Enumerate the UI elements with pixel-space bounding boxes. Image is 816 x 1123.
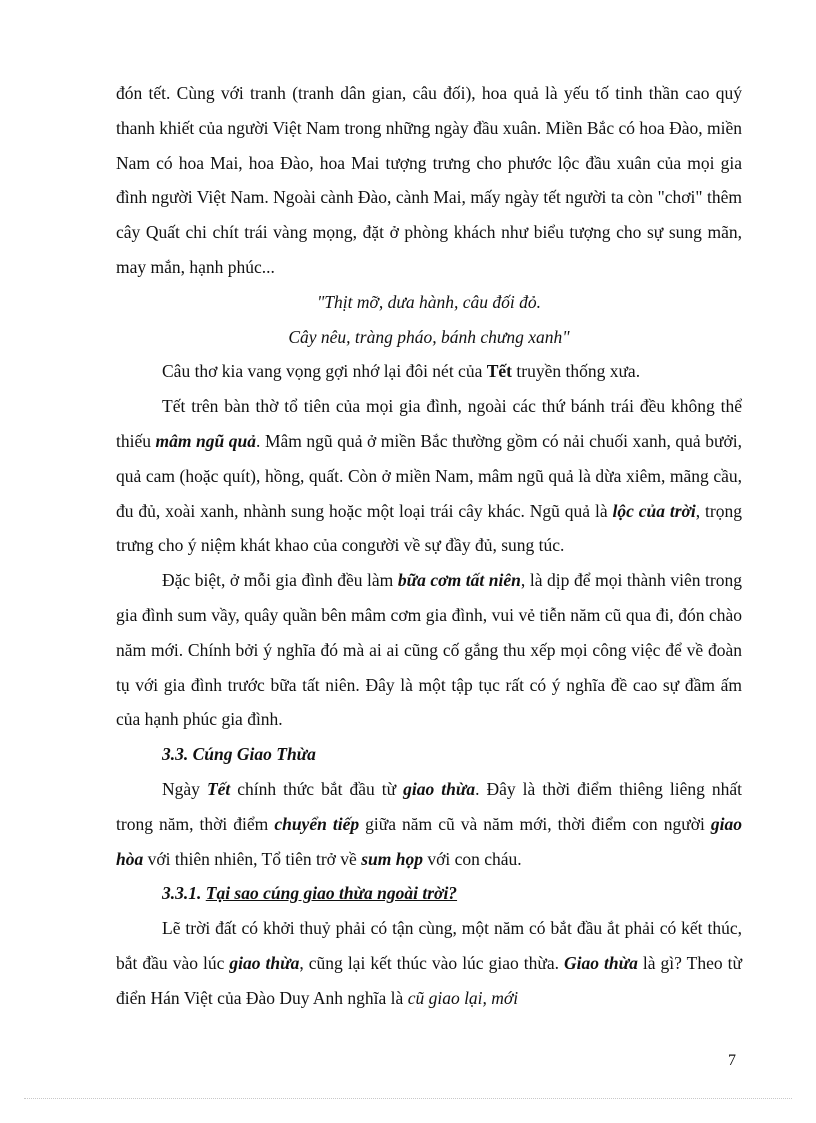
paragraph-giao-thua: Ngày Tết chính thức bắt đầu từ giao thừa. Đây là thời điểm thiêng liêng nhất trong năm, thời điểm chuyển tiếp giữa năm cũ và năm mới, thời điểm con người giao hòa với thiên nhiên, Tổ tiên trở về sum họp với con cháu.	[116, 778, 742, 869]
emphasis-loc-cua-troi: lộc của trời	[612, 500, 696, 521]
paragraph-year-end-meal: Đặc biệt, ở mỗi gia đình đều làm bữa cơm tất niên, là dịp để mọi thành viên trong gia đình sum vầy, quây quần bên mâm cơm gia đình, vui vẻ tiễn năm cũ qua đi, đón chào năm mới. Chính bởi ý nghĩa đó mà ai ai cũng cố gắng thu xếp mọi công việc để về đoàn tụ với gia đình trước bữa tất niên. Đây là một tập tục rất có ý nghĩa đề cao sự đầm ấm của hạnh phúc gia đình.	[116, 570, 742, 730]
emphasis-giao-thua-2: giao thừa	[229, 952, 300, 973]
paragraph-flowers: đón tết. Cùng với tranh (tranh dân gian, câu đối), hoa quả là yếu tố tinh thần cao quý thanh khiết của người Việt Nam trong những ngày đầu xuân. Miền Bắc có hoa Đào, miền Nam có hoa Mai, hoa Đào, hoa Mai tượng trưng cho phước lộc đầu xuân của mọi gia đình người Việt Nam. Ngoài cành Đào, cành Mai, mấy ngày tết người ta còn "chơi" thêm cây Quất chi chít trái vàng mọng, đặt ở phòng khách như biểu tượng cho sự sung mãn, may mắn, hạnh phúc...	[116, 83, 742, 277]
poem-line-1: "Thịt mỡ, dưa hành, câu đối đỏ.	[316, 291, 542, 312]
emphasis-tet: Tết	[206, 778, 231, 799]
section-heading-3-3-1: 3.3.1. Tại sao cúng giao thừa ngoài trời?	[162, 883, 458, 904]
paragraph-poem-comment: Câu thơ kia vang vọng gợi nhớ lại đôi nét của Tết truyền thống xưa.	[162, 361, 641, 382]
emphasis-giao-thua-3: Giao thừa	[564, 952, 638, 973]
paragraph-why-outdoor: Lẽ trời đất có khởi thuỷ phải có tận cùng, một năm có bắt đầu ắt phải có kết thúc, bắt đầu vào lúc giao thừa, cũng lại kết thúc vào lúc giao thừa. Giao thừa là gì? Theo từ điển Hán Việt của Đào Duy Anh nghĩa là cũ giao lại, mới	[116, 918, 742, 1008]
emphasis-sum-hop: sum họp	[361, 848, 423, 869]
emphasis-bua-com-tat-nien: bữa cơm tất niên	[397, 570, 521, 591]
page-bottom-divider	[24, 1098, 792, 1099]
body-text	[116, 76, 742, 1016]
tet-bold: Tết	[486, 361, 512, 382]
emphasis-giao-thua: giao thừa	[403, 778, 476, 799]
paragraph-five-fruits: Tết trên bàn thờ tổ tiên của mọi gia đình, ngoài các thứ bánh trái đều không thể thiếu mâm ngũ quả. Mâm ngũ quả ở miền Bắc thường gồm có nải chuối xanh, quả bưởi, quả cam (hoặc quít), hồng, quất. Còn ở miền Nam, mâm ngũ quả là dừa xiêm, mãng cầu, đu đủ, xoài xanh, nhành sung hoặc một loại trái cây khác. Ngũ quả là lộc của trời, trọng trưng cho ý niệm khát khao của congười về sự đầy đủ, sung túc.	[116, 396, 742, 556]
emphasis-mam-ngu-qua: mâm ngũ quả	[155, 430, 257, 451]
poem-line-2: Cây nêu, tràng pháo, bánh chưng xanh"	[288, 326, 570, 347]
emphasis-giao-hoa: giao hòa	[116, 813, 742, 869]
page-number: 7	[728, 1052, 736, 1069]
section-heading-3-3: 3.3. Cúng Giao Thừa	[162, 744, 316, 765]
emphasis-chuyen-tiep: chuyển tiếp	[274, 813, 360, 834]
emphasis-definition: cũ giao lại, mới	[407, 987, 519, 1008]
